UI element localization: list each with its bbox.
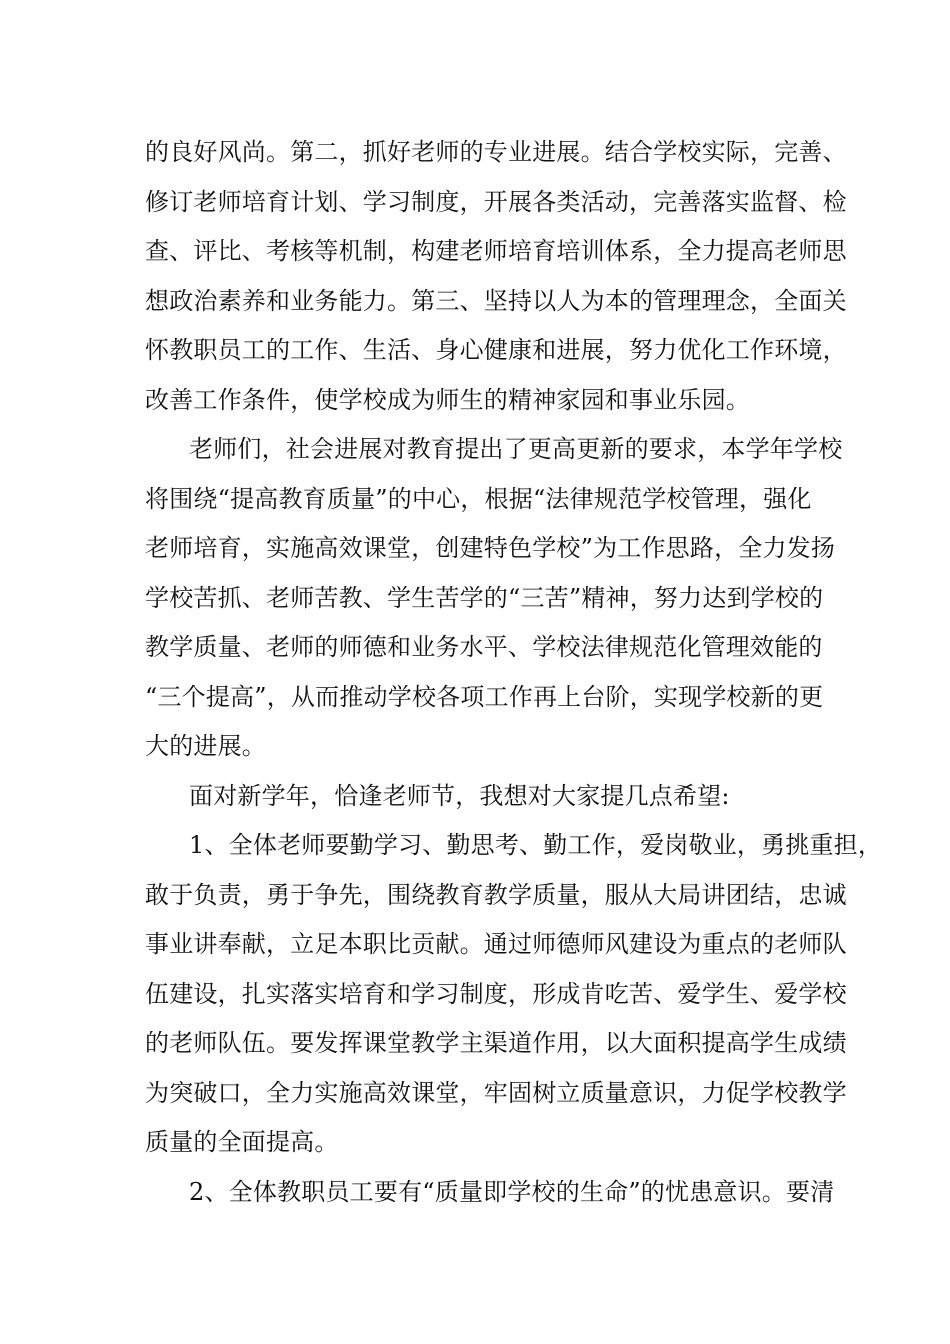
text-line: 学校苦抓、老师苦教、学生苦学的“三苦”精神，努力达到学校的 xyxy=(145,583,824,612)
text-line: 大的进展。 xyxy=(145,732,266,760)
paragraph-start-line: 1、全体老师要勤学习、勤思考、勤工作，爱岗敬业，勇挑重担， xyxy=(189,831,883,859)
paragraph-start-line: 2、全体教职员工要有“质量即学校的生命”的忧患意识。要清 xyxy=(189,1177,835,1206)
text-line: 伍建设，扎实落实培育和学习制度，形成肯吃苦、爱学生、爱学校 xyxy=(145,979,847,1008)
text-line: 为突破口，全力实施高效课堂，牢固树立质量意识，力促学校教学 xyxy=(145,1078,847,1107)
paragraph-start-line: 面对新学年，恰逢老师节，我想对大家提几点希望: xyxy=(189,781,730,810)
text-line: 想政治素养和业务能力。第三、坚持以人为本的管理理念，全面关 xyxy=(145,286,847,315)
paragraph-start-line: 老师们，社会进展对教育提出了更高更新的要求，本学年学校 xyxy=(189,435,843,463)
text-line: 查、评比、考核等机制，构建老师培育培训体系，全力提高老师思 xyxy=(145,237,847,265)
text-line: 教学质量、老师的师德和业务水平、学校法律规范化管理效能的 xyxy=(145,633,823,661)
text-line: 怀教职员工的工作、生活、身心健康和进展，努力优化工作环境， xyxy=(145,336,847,364)
text-line: 的良好风尚。第二，抓好老师的专业进展。结合学校实际，完善、 xyxy=(145,138,847,166)
text-line: 事业讲奉献，立足本职比贡献。通过师德师风建设为重点的老师队 xyxy=(145,930,847,958)
text-line: “三个提高”，从而推动学校各项工作再上台阶，实现学校新的更 xyxy=(145,682,824,711)
text-line: 改善工作条件，使学校成为师生的精神家园和事业乐园。 xyxy=(145,385,750,414)
text-line: 将围绕“提高教育质量”的中心，根据“法律规范学校管理，强化 xyxy=(145,484,812,513)
text-line: 敢于负责，勇于争先，围绕教育教学质量，服从大局讲团结，忠诚 xyxy=(145,880,847,909)
text-line: 的老师队伍。要发挥课堂教学主渠道作用，以大面积提高学生成绩 xyxy=(145,1029,847,1057)
text-line: 修订老师培育计划、学习制度，开展各类活动，完善落实监督、检 xyxy=(145,187,847,216)
text-line: 老师培育，实施高效课堂，创建特色学校”为工作思路，全力发扬 xyxy=(145,534,836,562)
document-body xyxy=(145,128,883,1217)
text-line: 质量的全面提高。 xyxy=(145,1128,339,1156)
